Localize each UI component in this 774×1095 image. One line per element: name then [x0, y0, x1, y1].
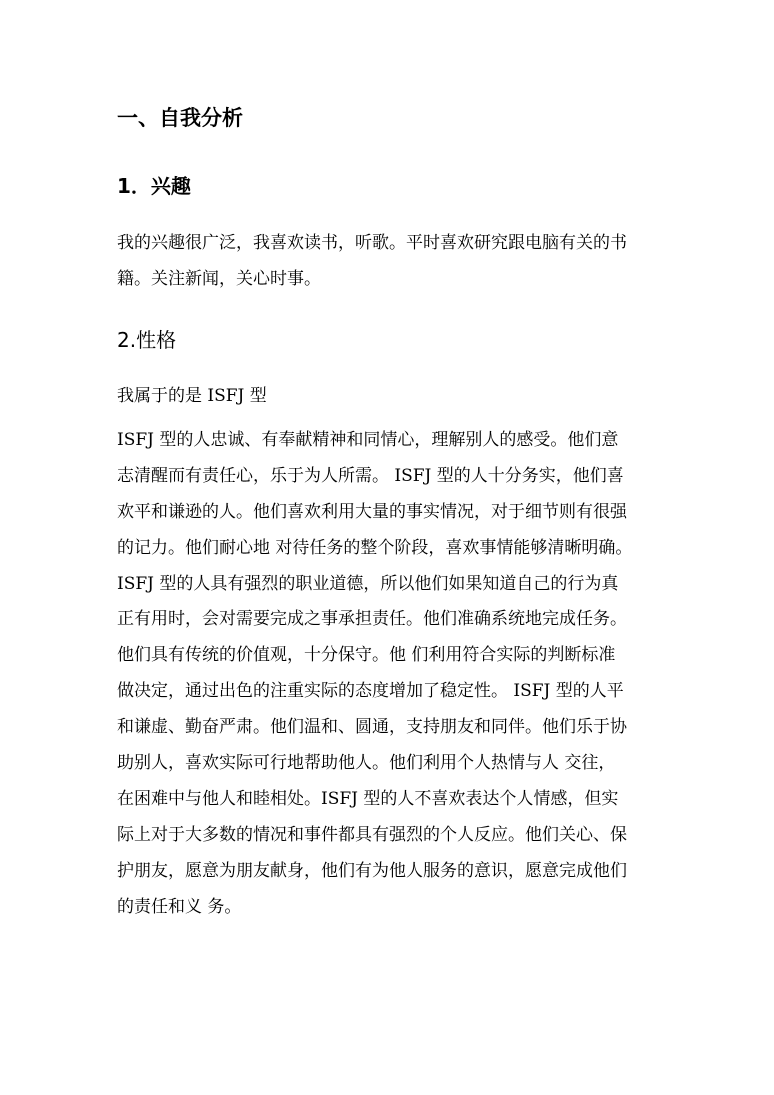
paragraph-line: ISFJ 型的人具有强烈的职业道德，所以他们如果知道自己的行为真 — [117, 573, 619, 594]
paragraph-line: 欢平和谦逊的人。他们喜欢利用大量的事实情况，对于细节则有很强 — [117, 501, 627, 522]
paragraph-line: 我的兴趣很广泛，我喜欢读书，听歌。平时喜欢研究跟电脑有关的书 — [117, 233, 627, 253]
paragraph-line: 助别人，喜欢实际可行地帮助他人。他们利用个人热情与人 交往， — [117, 753, 616, 774]
section-title: 一、自我分析 — [117, 106, 243, 130]
character-paragraph — [117, 430, 662, 917]
paragraph-line: 正有用时，会对需要完成之事承担责任。他们准确系统地完成任务。 — [117, 609, 627, 630]
paragraph-line: 志清醒而有责任心，乐于为人所需。 ISFJ 型的人十分务实，他们喜 — [117, 465, 624, 486]
paragraph-line: 做决定，通过出色的注重实际的态度增加了稳定性。 ISFJ 型的人平 — [117, 681, 624, 702]
paragraph-line: 他们具有传统的价值观，十分保守。他 们利用符合实际的判断标准 — [117, 645, 616, 666]
personality-type-line: 我属于的是 ISFJ 型 — [117, 386, 267, 406]
character-heading: 2.性格 — [117, 328, 177, 352]
paragraph-line: 的记力。他们耐心地 对待任务的整个阶段，喜欢事情能够清晰明确。 — [117, 537, 633, 558]
interest-paragraph — [117, 233, 662, 289]
paragraph-line: 和谦虚、勤奋严肃。他们温和、圆通，支持朋友和同伴。他们乐于协 — [117, 717, 627, 738]
paragraph-line: 际上对于大多数的情况和事件都具有强烈的个人反应。他们关心、保 — [117, 824, 627, 845]
paragraph-line: ISFJ 型的人忠诚、有奉献精神和同情心，理解别人的感受。他们意 — [117, 430, 619, 450]
interest-heading: 1．兴趣 — [117, 174, 191, 198]
paragraph-line: 护朋友，愿意为朋友献身，他们有为他人服务的意识，愿意完成他们 — [117, 860, 627, 881]
paragraph-line: 籍。关注新闻，关心时事。 — [117, 269, 321, 289]
paragraph-line: 的责任和义 务。 — [117, 896, 242, 917]
paragraph-line: 在困难中与他人和睦相处。ISFJ 型的人不喜欢表达个人情感，但实 — [117, 788, 619, 809]
